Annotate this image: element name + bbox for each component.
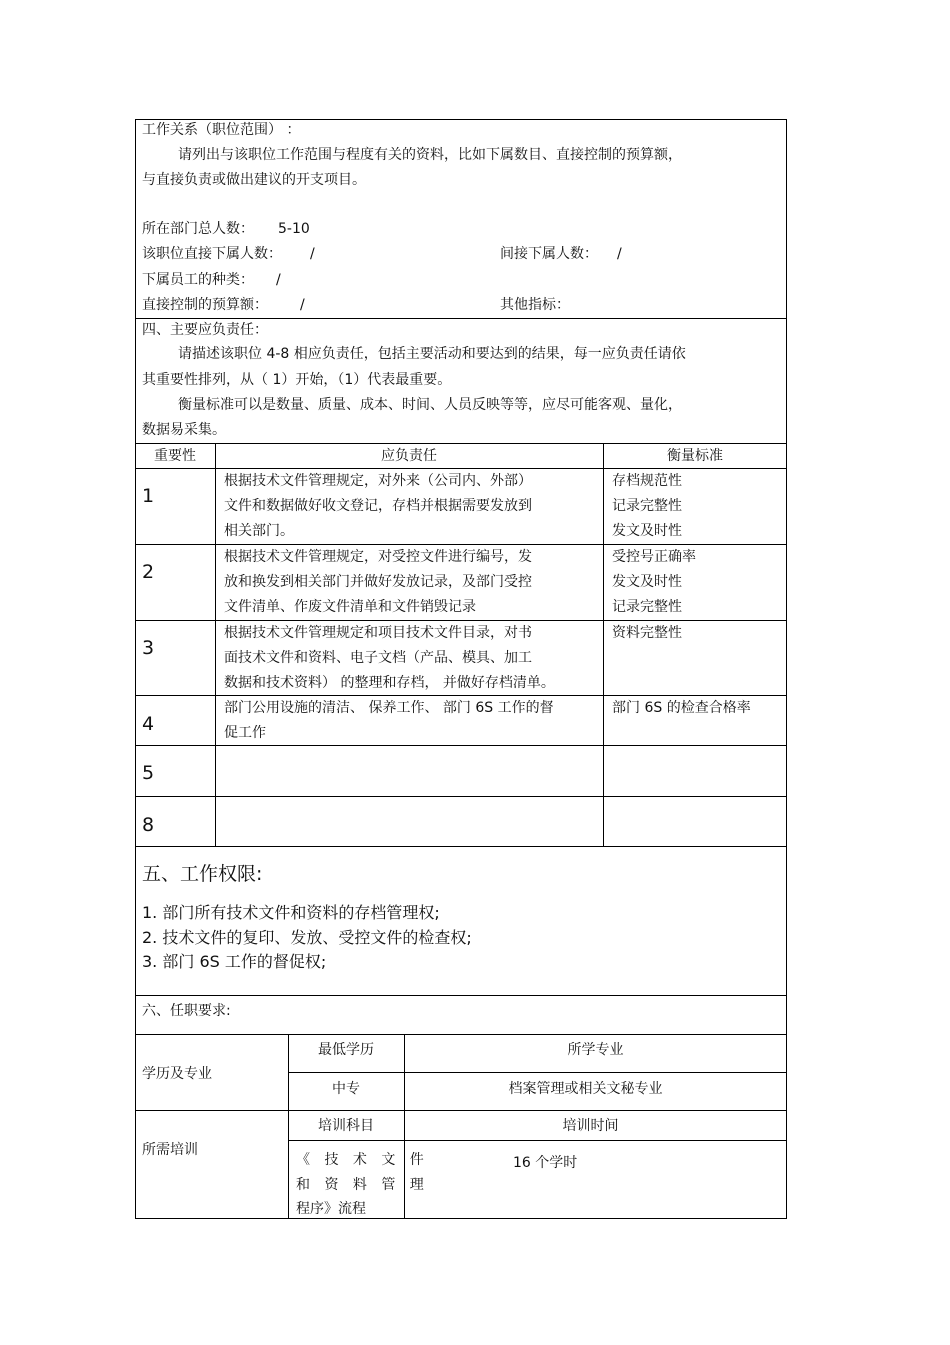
row1-std-line3: 发文及时性 bbox=[612, 523, 682, 539]
budget-value: / bbox=[300, 297, 305, 313]
divider-section5 bbox=[135, 846, 787, 847]
train-subject-line2: 和 资 料 管 理 bbox=[296, 1177, 429, 1193]
divider-training bbox=[135, 1110, 787, 1111]
row3-resp-line3: 数据和技术资料） 的整理和存档， 并做好存档清单。 bbox=[224, 675, 555, 691]
section5-title: 五、工作权限: bbox=[142, 863, 263, 885]
row4-resp-line1: 部门公用设施的清洁、 保养工作、 部门 6S 工作的督 bbox=[224, 700, 554, 716]
row4-importance: 4 bbox=[142, 713, 155, 735]
row2-resp-line2: 放和换发到相关部门并做好发放记录，及部门受控 bbox=[224, 574, 532, 590]
divider-row5 bbox=[135, 745, 787, 746]
divider-requirements bbox=[135, 1034, 787, 1035]
header-responsibility: 应负责任 bbox=[381, 448, 437, 464]
edu-major-header: 所学专业 bbox=[567, 1042, 624, 1058]
section6-title: 六、任职要求: bbox=[142, 1003, 231, 1019]
authority-item-1: 1. 部门所有技术文件和资料的存档管理权; bbox=[142, 903, 440, 922]
indirect-sub-value: / bbox=[617, 246, 622, 262]
divider-train-inner bbox=[288, 1140, 787, 1141]
section4-desc-line3: 衡量标准可以是数量、质量、成本、时间、人员反映等等，应尽可能客观、量化， bbox=[178, 397, 682, 413]
train-subject-line1: 《 技 术 文 件 bbox=[296, 1152, 429, 1168]
train-time-header: 培训时间 bbox=[562, 1118, 619, 1134]
direct-sub-value: / bbox=[310, 246, 315, 262]
edu-label: 学历及专业 bbox=[142, 1066, 212, 1082]
train-label: 所需培训 bbox=[142, 1142, 198, 1158]
header-standard: 衡量标准 bbox=[667, 448, 723, 464]
section4-desc-line1: 请描述该职位 4-8 相应负责任，包括主要活动和要达到的结果，每一应负责任请依 bbox=[178, 346, 686, 362]
row2-std-line2: 发文及时性 bbox=[612, 574, 682, 590]
authority-item-3: 3. 部门 6S 工作的督促权; bbox=[142, 952, 327, 971]
sub-type-label: 下属员工的种类： bbox=[142, 272, 254, 288]
row2-std-line1: 受控号正确率 bbox=[612, 549, 696, 565]
row8-importance: 8 bbox=[142, 814, 155, 836]
train-subject-line3: 程序》流程 bbox=[296, 1201, 366, 1217]
row1-std-line2: 记录完整性 bbox=[612, 498, 682, 514]
divider-row2 bbox=[135, 544, 787, 545]
section4-desc-line2: 其重要性排列，从（ 1）开始，（1）代表最重要。 bbox=[142, 372, 452, 388]
edu-major-value: 档案管理或相关文秘专业 bbox=[508, 1081, 663, 1097]
authority-item-2: 2. 技术文件的复印、发放、受控文件的检查权; bbox=[142, 928, 472, 947]
edu-min-value: 中专 bbox=[332, 1081, 360, 1097]
divider-table-header bbox=[135, 443, 787, 444]
row3-resp-line2: 面技术文件和资料、电子文档（产品、模具、加工 bbox=[224, 650, 532, 666]
row3-std-line1: 资料完整性 bbox=[612, 625, 682, 641]
row3-resp-line1: 根据技术文件管理规定和项目技术文件目录，对书 bbox=[224, 625, 532, 641]
budget-label: 直接控制的预算额： bbox=[142, 297, 268, 313]
dept-total-value: 5-10 bbox=[278, 221, 310, 237]
row4-resp-line2: 促工作 bbox=[224, 725, 266, 741]
section3-intro-line2: 与直接负责或做出建议的开支项目。 bbox=[142, 172, 366, 188]
row5-importance: 5 bbox=[142, 762, 155, 784]
dept-total-label: 所在部门总人数： bbox=[142, 221, 254, 237]
divider-row8 bbox=[135, 796, 787, 797]
section4-title: 四、主要应负责任： bbox=[142, 322, 268, 338]
section4-desc-line4: 数据易采集。 bbox=[142, 422, 226, 438]
sub-type-value: / bbox=[276, 272, 281, 288]
row2-std-line3: 记录完整性 bbox=[612, 599, 682, 615]
section3-title: 工作关系（职位范围） ： bbox=[142, 122, 301, 138]
direct-sub-label: 该职位直接下属人数： bbox=[142, 246, 282, 262]
other-label: 其他指标： bbox=[500, 297, 570, 313]
divider-edu-inner bbox=[288, 1072, 787, 1073]
row1-std-line1: 存档规范性 bbox=[612, 473, 682, 489]
divider-row1 bbox=[135, 468, 787, 469]
edu-min-header: 最低学历 bbox=[318, 1042, 374, 1058]
divider-row4 bbox=[135, 695, 787, 696]
divider-section6 bbox=[135, 995, 787, 996]
row1-resp-line1: 根据技术文件管理规定，对外来（公司内、外部） bbox=[224, 473, 532, 489]
row1-importance: 1 bbox=[142, 485, 155, 507]
divider-section4 bbox=[135, 318, 787, 319]
row3-importance: 3 bbox=[142, 637, 155, 659]
divider-row3 bbox=[135, 620, 787, 621]
row1-resp-line3: 相关部门。 bbox=[224, 523, 294, 539]
section3-intro-line1: 请列出与该职位工作范围与程度有关的资料，比如下属数目、直接控制的预算额， bbox=[178, 147, 682, 163]
col-divider-importance bbox=[215, 443, 216, 846]
header-importance: 重要性 bbox=[154, 448, 196, 464]
row4-std-line1: 部门 6S 的检查合格率 bbox=[612, 700, 751, 716]
row2-resp-line3: 文件清单、作废文件清单和文件销毁记录 bbox=[224, 599, 476, 615]
row2-importance: 2 bbox=[142, 561, 155, 583]
train-time-value: 16 个学时 bbox=[513, 1155, 578, 1171]
row2-resp-line1: 根据技术文件管理规定，对受控文件进行编号，发 bbox=[224, 549, 532, 565]
indirect-sub-label: 间接下属人数： bbox=[500, 246, 598, 262]
train-subject-header: 培训科目 bbox=[318, 1118, 374, 1134]
col-divider-standard bbox=[603, 443, 604, 846]
row1-resp-line2: 文件和数据做好收文登记，存档并根据需要发放到 bbox=[224, 498, 532, 514]
